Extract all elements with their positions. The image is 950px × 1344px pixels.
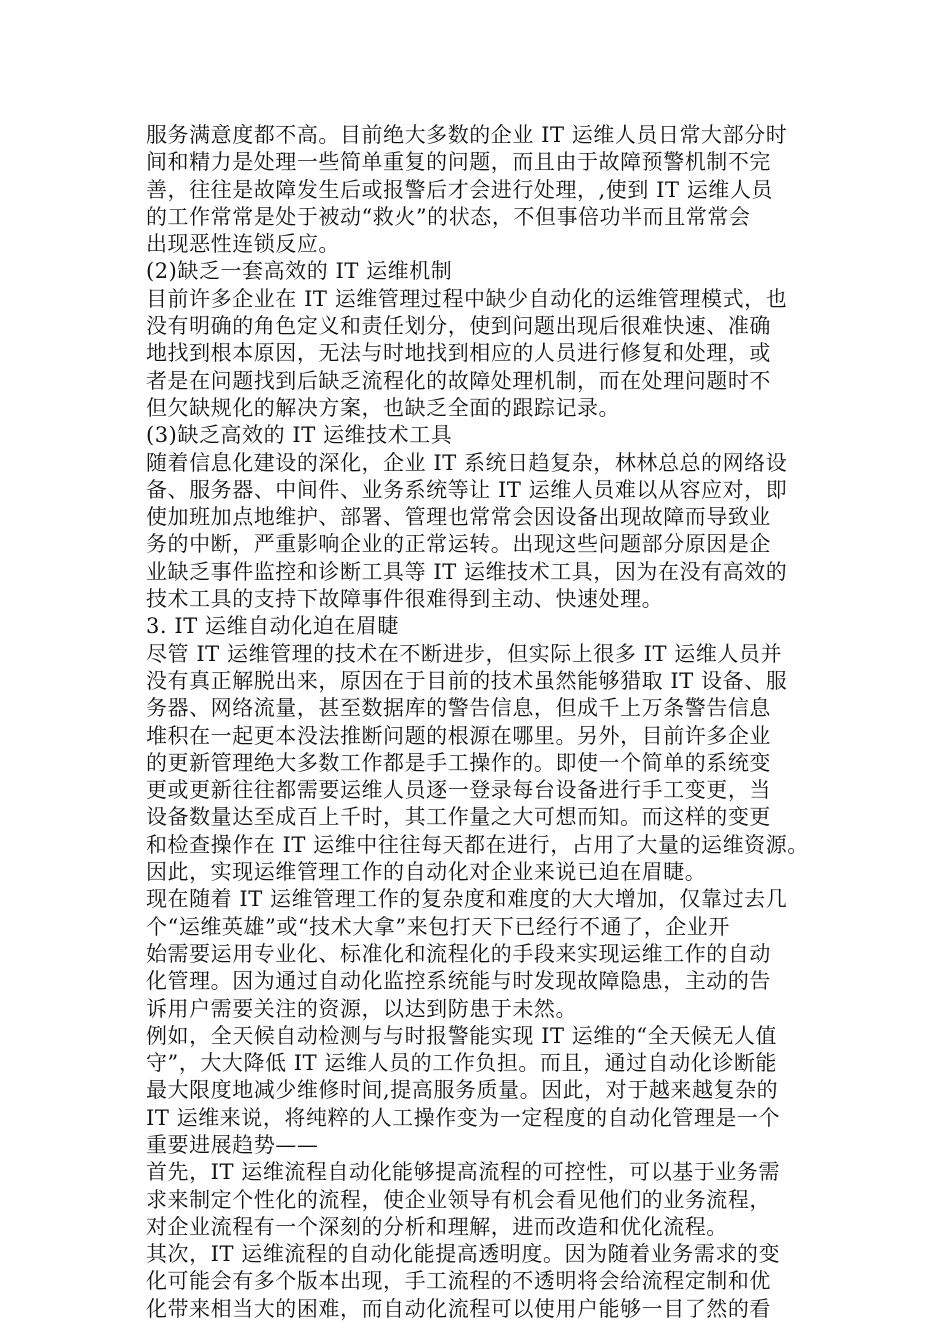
text-line: 和检查操作在 IT 运维中往往每天都在进行，占用了大量的运维资源。 xyxy=(146,832,809,857)
text-line: 诉用户需要关注的资源，以达到防患于未然。 xyxy=(146,996,577,1021)
text-line: 重要进展趋势—— xyxy=(146,1132,319,1157)
text-line: 务的中断，严重影响企业的正常运转。出现这些问题部分原因是企 xyxy=(146,532,771,557)
text-line: 地找到根本原因，无法与时地找到相应的人员进行修复和处理，或 xyxy=(146,341,771,366)
section-heading: (2)缺乏一套高效的 IT 运维机制 xyxy=(146,259,453,284)
text-line: 务器、网络流量，甚至数据库的警告信息，但成千上万条警告信息 xyxy=(146,696,771,721)
text-line: 没有明确的角色定义和责任划分，使到问题出现后很难快速、准确 xyxy=(146,314,771,339)
text-line: 者是在问题找到后缺乏流程化的故障处理机制，而在处理问题时不 xyxy=(146,368,771,393)
text-line: IT 运维来说，将纯粹的人工操作变为一定程度的自动化管理是一个 xyxy=(146,1105,781,1130)
text-line: 因此，实现运维管理工作的自动化对企业来说已迫在眉睫。 xyxy=(146,860,707,885)
text-line: 的更新管理绝大多数工作都是手工操作的。即使一个简单的系统变 xyxy=(146,750,771,775)
text-line: 始需要运用专业化、标准化和流程化的手段来实现运维工作的自动 xyxy=(146,941,771,966)
text-line: 设备数量达至成百上千时，其工作量之大可想而知。而这样的变更 xyxy=(146,805,771,830)
text-line: 现在随着 IT 运维管理工作的复杂度和难度的大大增加，仅靠过去几 xyxy=(146,887,788,912)
text-line: 求来制定个性化的流程，使企业领导有机会看见他们的业务流程， xyxy=(146,1187,771,1212)
text-line: 守”，大大降低 IT 运维人员的工作负担。而且，通过自动化诊断能 xyxy=(146,1051,777,1076)
text-line: 的工作常常是处于被动“救火”的状态，不但事倍功半而且常常会 xyxy=(146,204,751,229)
text-line: 例如，全天候自动检测与与时报警能实现 IT 运维的“全天候无人值 xyxy=(146,1023,777,1048)
text-line: 服务满意度都不高。目前绝大多数的企业 IT 运维人员日常大部分时 xyxy=(146,123,788,147)
text-line: 化可能会有多个版本出现，手工流程的不透明将会给流程定制和优 xyxy=(146,1269,771,1294)
text-line: 使加班加点地维护、部署、管理也常常会因设备出现故障而导致业 xyxy=(146,505,771,530)
section-heading: 3. IT 运维自动化迫在眉睫 xyxy=(146,614,399,639)
text-line: 间和精力是处理一些简单重复的问题，而且由于故障预警机制不完 xyxy=(146,150,771,175)
text-line: 随着信息化建设的深化，企业 IT 系统日趋复杂，林林总总的网络设 xyxy=(146,450,788,475)
text-line: 化管理。因为通过自动化监控系统能与时发现故障隐患，主动的告 xyxy=(146,969,771,994)
text-line: 堆积在一起更本没法推断问题的根源在哪里。另外，目前许多企业 xyxy=(146,723,771,748)
text-line: 目前许多企业在 IT 运维管理过程中缺少自动化的运维管理模式，也 xyxy=(146,286,788,311)
text-line: 备、服务器、中间件、业务系统等让 IT 运维人员难以从容应对，即 xyxy=(146,477,788,502)
text-line: 其次，IT 运维流程的自动化能提高透明度。因为随着业务需求的变 xyxy=(146,1242,781,1267)
document-body xyxy=(146,122,810,1323)
text-line: 个“运维英雄”或“技术大拿”来包打天下已经行不通了，企业开 xyxy=(146,914,730,939)
text-line: 更或更新往往都需要运维人员逐一登录每台设备进行手工变更，当 xyxy=(146,778,771,803)
text-line: 出现恶性连锁反应。 xyxy=(146,232,340,257)
text-line: 善，往往是故障发生后或报警后才会进行处理，,使到 IT 运维人员 xyxy=(146,177,773,202)
text-line: 没有真正解脱出来，原因在于目前的技术虽然能够猎取 IT 设备、服 xyxy=(146,668,788,693)
section-heading: (3)缺乏高效的 IT 运维技术工具 xyxy=(146,423,453,448)
text-line: 但欠缺规化的解决方案，也缺乏全面的跟踪记录。 xyxy=(146,395,621,420)
text-line: 尽管 IT 运维管理的技术在不断进步，但实际上很多 IT 运维人员并 xyxy=(146,641,783,666)
text-line: 技术工具的支持下故障事件很难得到主动、快速处理。 xyxy=(146,587,664,612)
text-line: 化带来相当大的困难，而自动化流程可以使用户能够一目了然的看 xyxy=(146,1296,771,1321)
text-line: 首先，IT 运维流程自动化能够提高流程的可控性，可以基于业务需 xyxy=(146,1160,781,1185)
text-line: 业缺乏事件监控和诊断工具等 IT 运维技术工具，因为在没有高效的 xyxy=(146,559,788,584)
text-line: 对企业流程有一个深刻的分析和理解，进而改造和优化流程。 xyxy=(146,1214,728,1239)
text-line: 最大限度地减少维修时间,提高服务质量。因此，对于越来越复杂的 xyxy=(146,1078,779,1103)
